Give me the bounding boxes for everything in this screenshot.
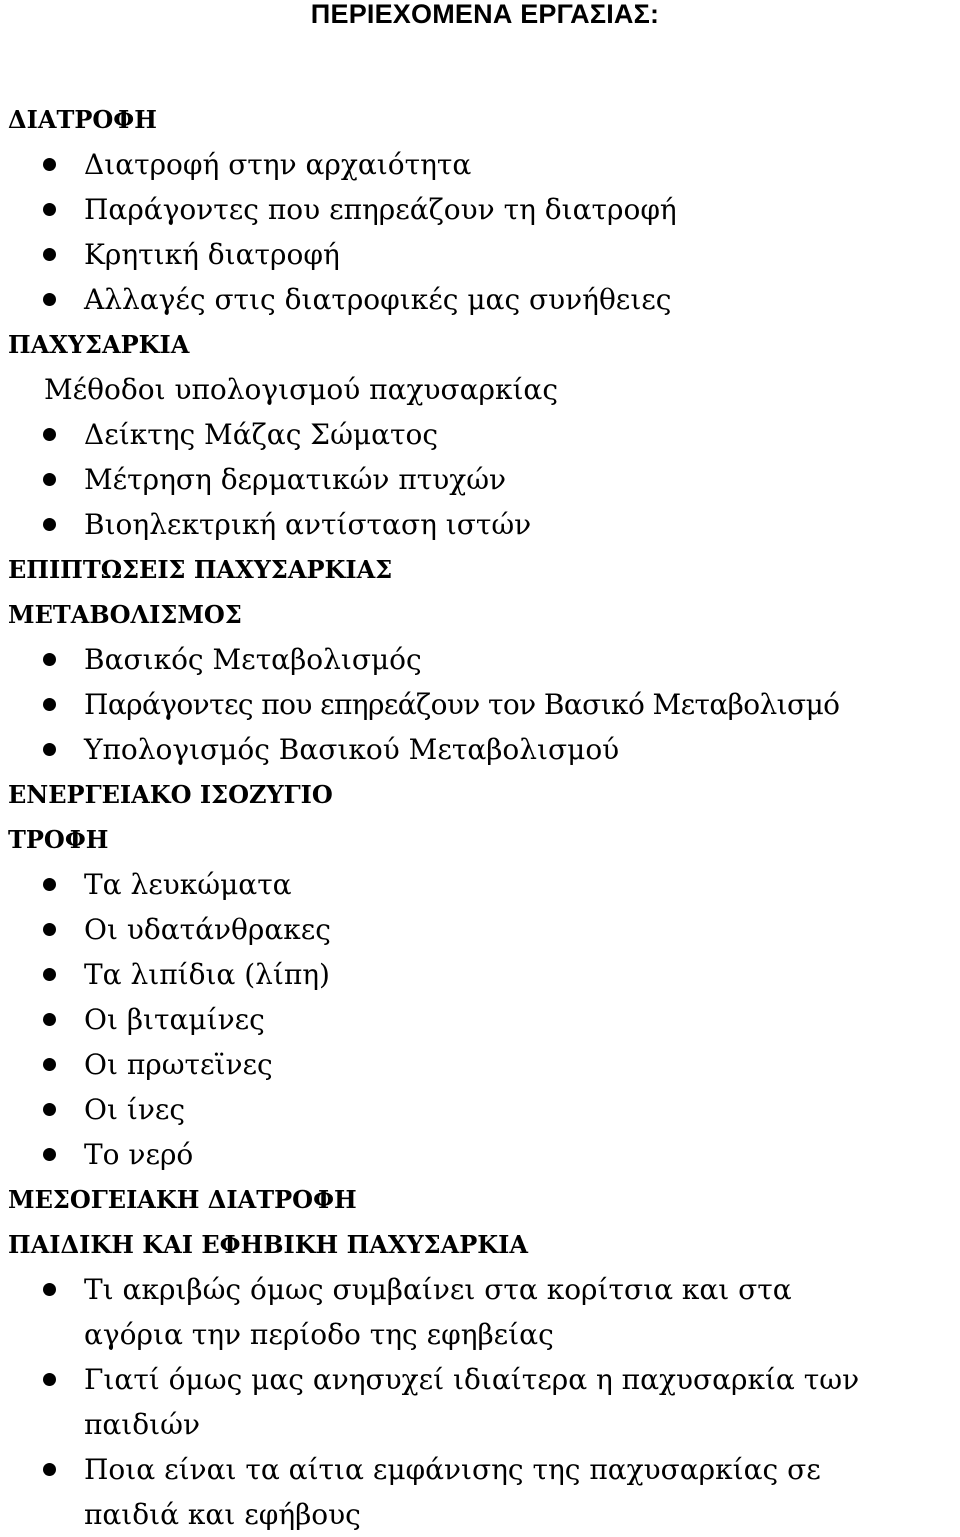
bullet-icon — [43, 878, 56, 891]
list-item: Διατροφή στην αρχαιότητα — [0, 142, 960, 187]
list-item: Ποια είναι τα αίτια εμφάνισης της παχυσαρκίας σε παιδιά και εφήβους — [0, 1447, 884, 1537]
bullet-icon — [43, 743, 56, 756]
section-heading-mesogeiaki: ΜΕΣΟΓΕΙΑΚΗ ΔΙΑΤΡΟΦΗ — [8, 1185, 357, 1214]
list-item: Βιοηλεκτρική αντίσταση ιστών — [0, 502, 960, 547]
bullet-icon — [43, 428, 56, 441]
list-item: Δείκτης Μάζας Σώματος — [0, 412, 960, 457]
bullet-icon — [43, 1463, 56, 1476]
list-item: Το νερό — [0, 1132, 960, 1177]
list-item: Οι υδατάνθρακες — [0, 907, 960, 952]
section-heading-energeiako: ΕΝΕΡΓΕΙΑΚΟ ΙΣΟΖΥΓΙΟ — [8, 780, 333, 809]
list-item: Οι πρωτεϊνες — [0, 1042, 960, 1087]
bullet-icon — [43, 1373, 56, 1386]
section-heading-metabolismos: ΜΕΤΑΒΟΛΙΣΜΟΣ — [8, 600, 242, 629]
list-item: Οι βιταμίνες — [0, 997, 960, 1042]
bullet-icon — [43, 1148, 56, 1161]
bullet-icon — [43, 518, 56, 531]
list-item: Μέτρηση δερματικών πτυχών — [0, 457, 960, 502]
list-item: Τα λιπίδια (λίπη) — [0, 952, 960, 997]
list-item: Παράγοντες που επηρεάζουν τον Βασικό Μεταβολισμό — [0, 682, 960, 727]
list-item: Υπολογισμός Βασικού Μεταβολισμού — [0, 727, 960, 772]
list-item: Κρητική διατροφή — [0, 232, 960, 277]
bullet-icon — [43, 653, 56, 666]
bullet-icon — [43, 203, 56, 216]
list-item: Βασικός Μεταβολισμός — [0, 637, 960, 682]
bullet-icon — [43, 1283, 56, 1296]
bullet-icon — [43, 473, 56, 486]
list-item: Οι ίνες — [0, 1087, 960, 1132]
list-item: Αλλαγές στις διατροφικές μας συνήθειες — [0, 277, 960, 322]
bullet-icon — [43, 248, 56, 261]
bullet-icon — [43, 1058, 56, 1071]
section-heading-paidiki: ΠΑΙΔΙΚΗ ΚΑΙ ΕΦΗΒΙΚΗ ΠΑΧΥΣΑΡΚΙΑ — [8, 1230, 528, 1259]
table-of-contents — [0, 97, 960, 1537]
bullet-icon — [43, 1013, 56, 1026]
bullet-icon — [43, 1103, 56, 1116]
list-item: Γιατί όμως μας ανησυχεί ιδιαίτερα η παχυσαρκία των παιδιών — [0, 1357, 884, 1447]
bullet-icon — [43, 968, 56, 981]
bullet-icon — [43, 698, 56, 711]
list-item: Τι ακριβώς όμως συμβαίνει στα κορίτσια και στα αγόρια την περίοδο της εφηβείας — [0, 1267, 884, 1357]
subheading-methods: Μέθοδοι υπολογισμού παχυσαρκίας — [44, 373, 559, 406]
bullet-icon — [43, 158, 56, 171]
section-heading-paxysarkia: ΠΑΧΥΣΑΡΚΙΑ — [8, 330, 190, 359]
list-item: Παράγοντες που επηρεάζουν τη διατροφή — [0, 187, 960, 232]
section-heading-trofi: ΤΡΟΦΗ — [8, 825, 109, 854]
list-item: Τα λευκώματα — [0, 862, 960, 907]
page-title: ΠΕΡΙΕΧΟΜΕΝΑ ΕΡΓΑΣΙΑΣ: — [310, 0, 660, 29]
section-heading-diatrofi: ΔΙΑΤΡΟΦΗ — [8, 105, 157, 134]
section-heading-epiptoseis: ΕΠΙΠΤΩΣΕΙΣ ΠΑΧΥΣΑΡΚΙΑΣ — [8, 555, 393, 584]
bullet-icon — [43, 293, 56, 306]
bullet-icon — [43, 923, 56, 936]
